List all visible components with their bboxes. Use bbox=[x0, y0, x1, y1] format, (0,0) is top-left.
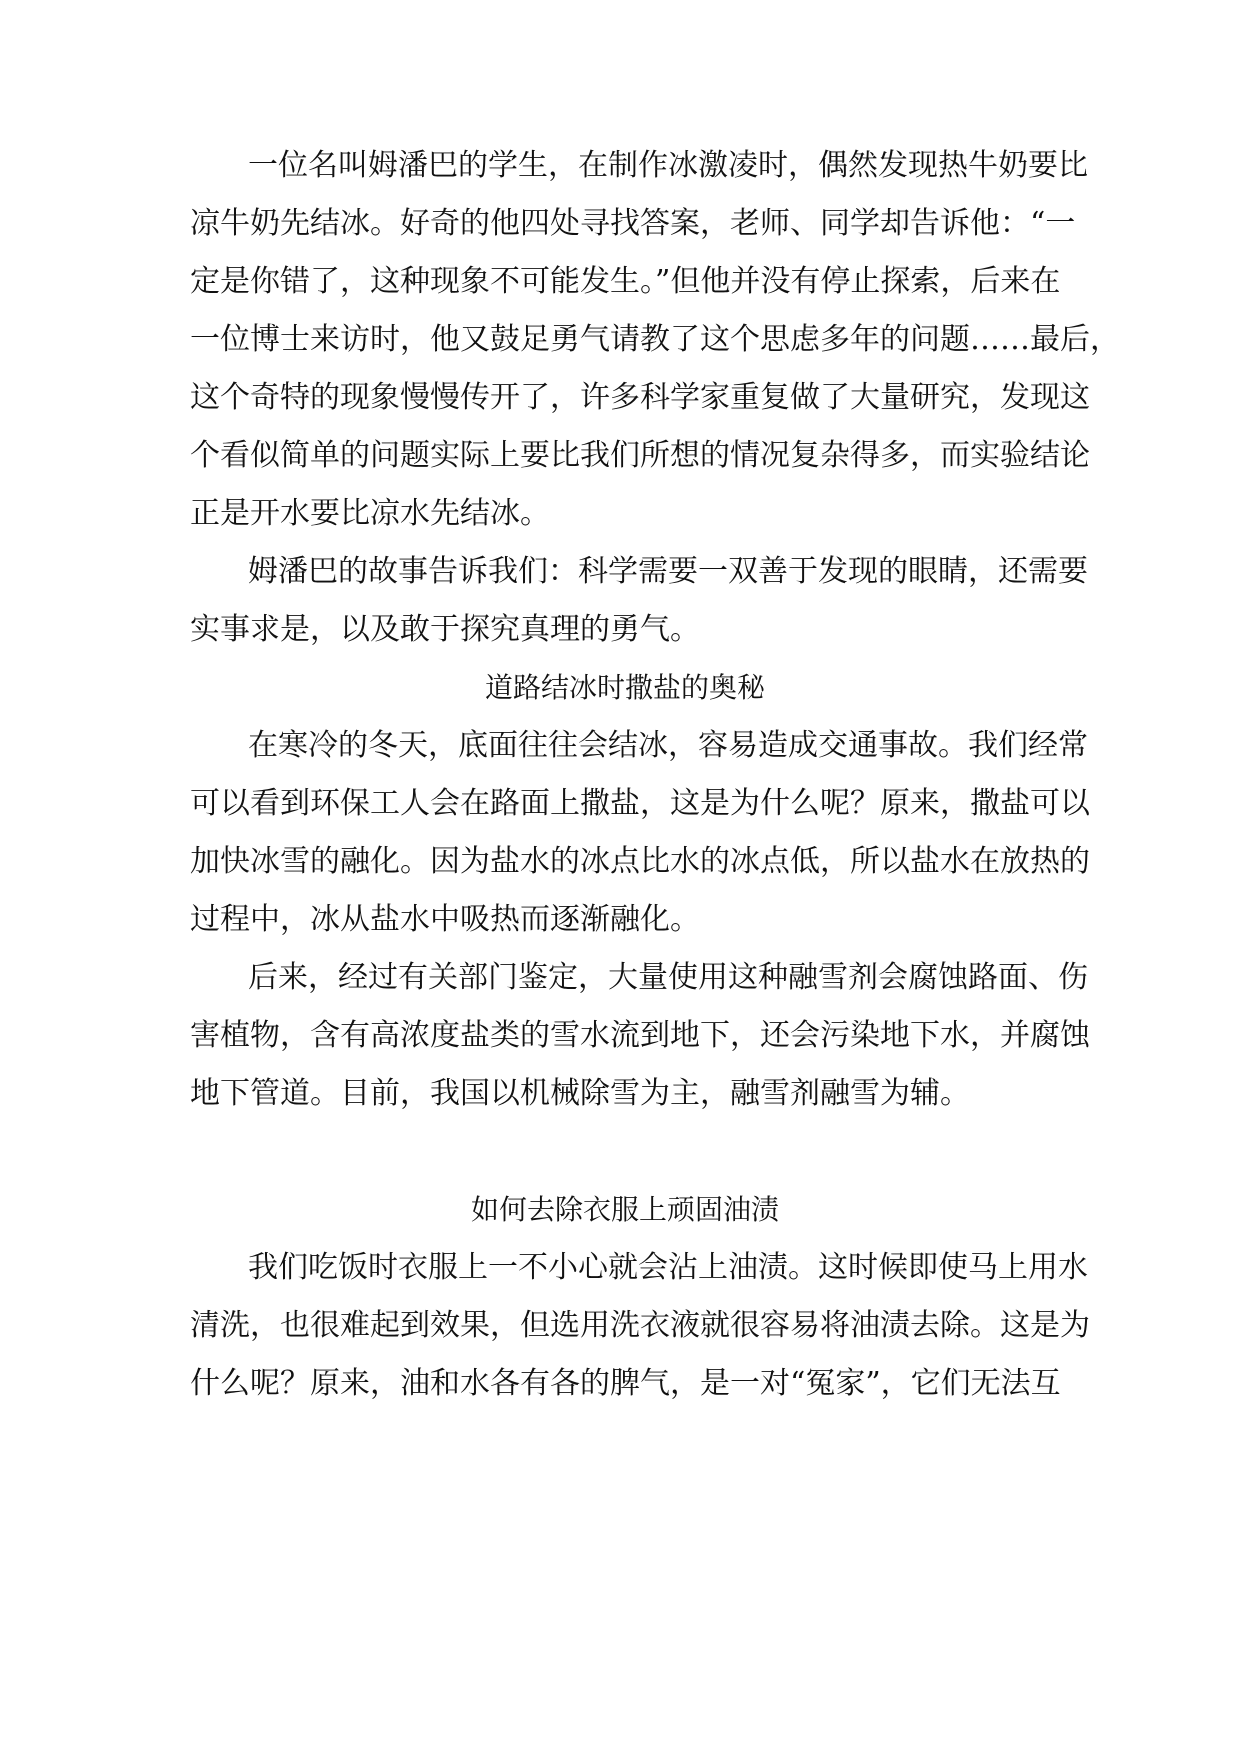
section-heading: 如何去除衣服上顽固油渍 bbox=[470, 1193, 779, 1226]
paragraph-line: 这个奇特的现象慢慢传开了，许多科学家重复做了大量研究，发现这 bbox=[190, 380, 1090, 415]
paragraph-line: 过程中，冰从盐水中吸热而逐渐融化。 bbox=[190, 902, 700, 937]
paragraph-line: 什么呢？原来，油和水各有各的脾气，是一对“冤家”，它们无法互 bbox=[190, 1366, 1061, 1401]
paragraph-line: 姆潘巴的故事告诉我们：科学需要一双善于发现的眼睛，还需要 bbox=[248, 554, 1088, 589]
paragraph-line: 正是开水要比凉水先结冰。 bbox=[190, 496, 550, 531]
paragraph-line: 地下管道。目前，我国以机械除雪为主，融雪剂融雪为辅。 bbox=[190, 1076, 970, 1111]
paragraph-line: 个看似简单的问题实际上要比我们所想的情况复杂得多，而实验结论 bbox=[190, 438, 1090, 473]
paragraph-line: 一位名叫姆潘巴的学生，在制作冰激凌时，偶然发现热牛奶要比 bbox=[248, 148, 1088, 183]
paragraph-line: 在寒冷的冬天，底面往往会结冰，容易造成交通事故。我们经常 bbox=[248, 728, 1088, 763]
paragraph-line: 加快冰雪的融化。因为盐水的冰点比水的冰点低，所以盐水在放热的 bbox=[190, 844, 1090, 879]
paragraph-line: 我们吃饭时衣服上一不小心就会沾上油渍。这时候即使马上用水 bbox=[248, 1250, 1088, 1285]
paragraph-line: 后来，经过有关部门鉴定，大量使用这种融雪剂会腐蚀路面、伤 bbox=[248, 960, 1088, 995]
paragraph-line: 一位博士来访时，他又鼓足勇气请教了这个思虑多年的问题……最后， bbox=[190, 322, 1120, 357]
paragraph-line: 可以看到环保工人会在路面上撒盐，这是为什么呢？原来，撒盐可以 bbox=[190, 786, 1090, 821]
section-heading: 道路结冰时撒盐的奥秘 bbox=[484, 671, 765, 704]
paragraph-line: 凉牛奶先结冰。好奇的他四处寻找答案，老师、同学却告诉他：“一 bbox=[190, 206, 1076, 241]
paragraph-line: 害植物，含有高浓度盐类的雪水流到地下，还会污染地下水，并腐蚀 bbox=[190, 1018, 1090, 1053]
paragraph-line: 清洗，也很难起到效果，但选用洗衣液就很容易将油渍去除。这是为 bbox=[190, 1308, 1090, 1343]
paragraph-line: 定是你错了，这种现象不可能发生。”但他并没有停止探索，后来在 bbox=[190, 264, 1061, 299]
paragraph-line: 实事求是，以及敢于探究真理的勇气。 bbox=[190, 612, 700, 647]
